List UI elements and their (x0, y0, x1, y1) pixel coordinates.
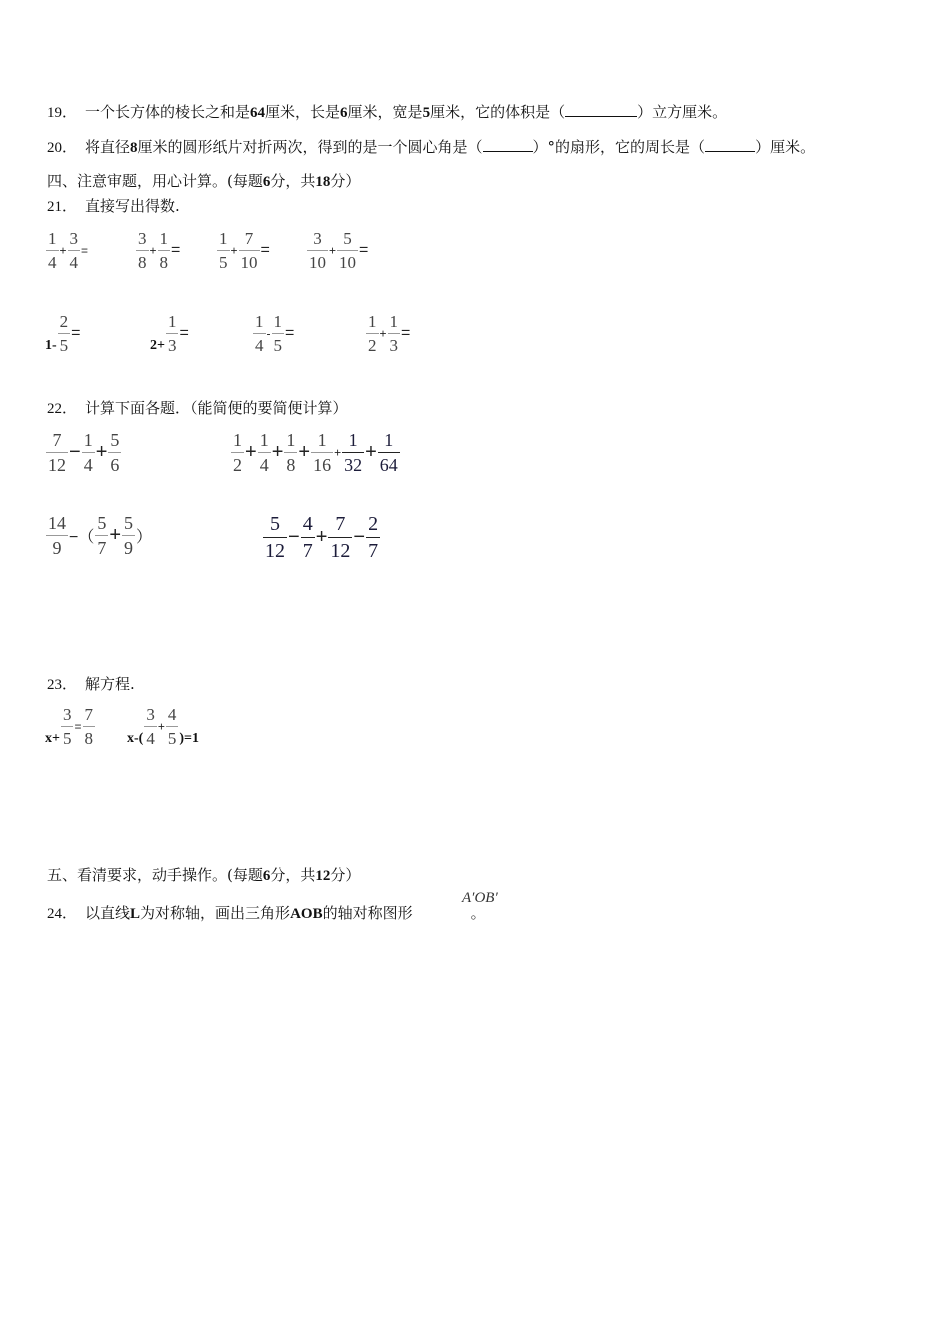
q22-expr-3: $\frac{14}{9}$ −（ $\frac{5}{7}$ + $\frac{5}{9}$ ） (48, 513, 153, 558)
section-5-title: 五、看清要求，动手操作。(每题6分，共12分） (47, 866, 361, 884)
question-number: 20． (47, 140, 78, 156)
fraction: $\frac{5}{6}$ (110, 430, 120, 475)
fraction: $\frac{5}{7}$ (97, 513, 107, 558)
fraction: $\frac{1}{2}$ (233, 430, 242, 475)
q21-expr-6: 2+ $\frac{1}{3}$ = (150, 312, 189, 355)
fraction: $\frac{1}{8}$ (286, 430, 296, 475)
q21-expr-5: 1- $\frac{2}{5}$ = (45, 312, 81, 355)
answer-blank[interactable] (483, 151, 533, 152)
question-number: 23． (47, 677, 78, 693)
question-19: 19． 一个长方体的棱长之和是64厘米，长是6厘米，宽是5厘米，它的体积是（ ）立方厘米。 (47, 103, 728, 121)
fraction: $\frac{1}{3}$ (167, 312, 177, 355)
question-number: 24． (47, 906, 78, 922)
section-4-title: 四、注意审题，用心计算。(每题6分，共18分） (47, 172, 361, 190)
answer-blank[interactable] (565, 116, 637, 117)
answer-blank[interactable] (705, 151, 755, 152)
fraction: $\frac{2}{7}$ (368, 513, 379, 562)
fraction: $\frac{1}{4}$ (255, 312, 264, 355)
fraction: $\frac{3}{4}$ (69, 229, 79, 272)
question-23: 23． 解方程. (47, 675, 135, 693)
fraction: $\frac{1}{32}$ (344, 430, 363, 475)
question-24: 24． 以直线L为对称轴，画出三角形AOB的轴对称图形 。 (47, 904, 486, 922)
q21-expr-2: $\frac{3}{8}$ + $\frac{1}{8}$ = (138, 229, 181, 272)
fraction: $\frac{3}{5}$ (62, 705, 72, 748)
fraction: $\frac{1}{64}$ (379, 430, 398, 475)
fraction: $\frac{2}{5}$ (59, 312, 69, 355)
q21-expr-8: $\frac{1}{2}$ + $\frac{1}{3}$ = (368, 312, 411, 355)
fraction: $\frac{5}{9}$ (124, 513, 134, 558)
fraction: $\frac{5}{12}$ (265, 513, 285, 562)
fraction: $\frac{1}{8}$ (159, 229, 169, 272)
question-21: 21． 直接写出得数. (47, 197, 180, 215)
q22-expr-4: $\frac{5}{12}$ − $\frac{4}{7}$ + $\frac{7}{12}$ − $\frac{2}{7}$ (265, 513, 379, 562)
fraction: $\frac{7}{12}$ (48, 430, 66, 475)
fraction: $\frac{1}{3}$ (389, 312, 399, 355)
fraction: $\frac{1}{4}$ (83, 430, 93, 475)
q21-expr-4: $\frac{3}{10}$ + $\frac{5}{10}$ = (309, 229, 369, 272)
fraction: $\frac{3}{8}$ (138, 229, 147, 272)
fraction: $\frac{1}{4}$ (259, 430, 269, 475)
question-20: 20． 将直径8厘米的圆形纸片对折两次，得到的是一个圆心角是（ ）°的扇形，它的周长是（ ）厘米。 (47, 138, 816, 156)
fraction: $\frac{7}{12}$ (330, 513, 351, 562)
q23-equation-1: x+ $\frac{3}{5}$ = $\frac{7}{8}$ (45, 705, 93, 748)
fraction: $\frac{1}{16}$ (313, 430, 332, 475)
question-number: 21． (47, 199, 78, 215)
fraction: $\frac{1}{4}$ (48, 229, 57, 272)
question-number: 19． (47, 105, 78, 121)
question-22: 22． 计算下面各题．（能简便的要简便计算） (47, 399, 348, 417)
q23-equation-2: x-( $\frac{3}{4}$ + $\frac{4}{5}$ )=1 (127, 705, 199, 748)
fraction: $\frac{1}{5}$ (273, 312, 282, 355)
fraction: $\frac{7}{8}$ (84, 705, 93, 748)
fraction: $\frac{1}{2}$ (368, 312, 377, 355)
fraction: $\frac{3}{4}$ (146, 705, 155, 748)
q21-expr-1: $\frac{1}{4}$ + $\frac{3}{4}$ = (48, 229, 89, 272)
q22-expr-2: $\frac{1}{2}$ + $\frac{1}{4}$ + $\frac{1}{8}$ + $\frac{1}{16}$ + $\frac{1}{32}$ + $\frac{1}{64}$ (233, 430, 398, 475)
fraction: $\frac{1}{5}$ (219, 229, 228, 272)
fraction: $\frac{4}{7}$ (302, 513, 313, 562)
fraction: $\frac{5}{10}$ (339, 229, 357, 272)
fraction: $\frac{7}{10}$ (240, 229, 258, 272)
q22-expr-1: $\frac{7}{12}$ − $\frac{1}{4}$ + $\frac{5}{6}$ (48, 430, 120, 475)
fraction: $\frac{14}{9}$ (48, 513, 66, 558)
q21-expr-3: $\frac{1}{5}$ + $\frac{7}{10}$ = (219, 229, 270, 272)
q21-expr-7: $\frac{1}{4}$ - $\frac{1}{5}$ = (255, 312, 295, 355)
question-number: 22． (47, 401, 78, 417)
triangle-label: A′OB′ (462, 890, 498, 906)
fraction: $\frac{4}{5}$ (167, 705, 177, 748)
fraction: $\frac{3}{10}$ (309, 229, 326, 272)
